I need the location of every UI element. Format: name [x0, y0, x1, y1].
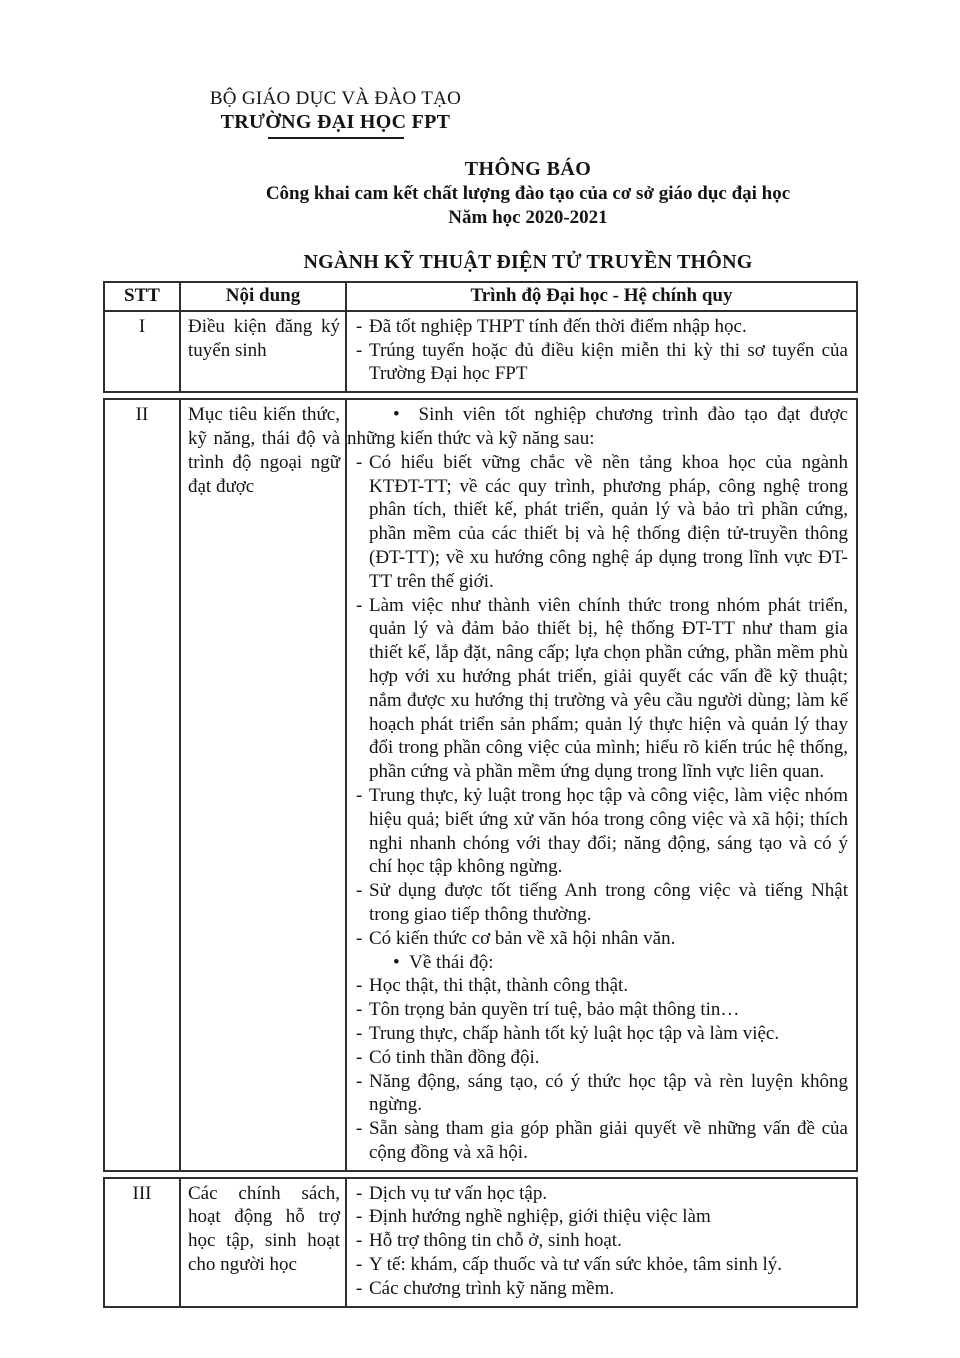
header-cell-noidung: Nội dung — [179, 283, 345, 310]
table-header-row — [103, 281, 858, 312]
major-title: NGÀNH KỸ THUẬT ĐIỆN TỬ TRUYỀN THÔNG — [303, 251, 753, 273]
row-topic: Mục tiêu kiến thức, kỹ năng, thái độ và trình độ ngoại ngữ đạt được — [179, 400, 345, 1170]
university-underline — [268, 137, 404, 139]
list-item: - Hỗ trợ thông tin chỗ ở, sinh hoạt. — [347, 1229, 848, 1253]
header-cell-trinhdo: Trình độ Đại học - Hệ chính quy — [345, 283, 856, 310]
list-item: • Sinh viên tốt nghiệp chương trình đào tạo đạt được những kiến thức và kỹ năng sau: — [347, 403, 848, 451]
list-item: - Định hướng nghề nghiệp, giới thiệu việc làm — [347, 1205, 848, 1229]
row-details — [345, 400, 856, 1170]
row-number: I — [138, 315, 146, 337]
list-item: - Trung thực, kỷ luật trong học tập và công việc, làm việc nhóm hiệu quả; biết ứng xử văn hóa trong công việc và xã hội; thích nghi nhanh chóng với thay đổi; năng động, sáng tạo và có ý chí học tập không ngừng. — [347, 784, 848, 879]
list-item: • Về thái độ: — [347, 951, 848, 975]
list-item: - Học thật, thi thật, thành công thật. — [347, 974, 848, 998]
row-details — [345, 1179, 856, 1306]
list-item: - Có tinh thần đồng đội. — [347, 1046, 848, 1070]
list-item: - Có hiểu biết vững chắc về nền tảng khoa học của ngành KTĐT-TT; về các quy trình, phương pháp, công nghệ trong phân tích, thiết kế, phát triển, quản lý và bảo trì phần cứng, phần mềm của các thiết bị và hệ thống điện tử-truyền thông (ĐT-TT); về xu hướng công nghệ áp dụng trong lĩnh vực ĐT-TT trên thế giới. — [347, 451, 848, 594]
list-item: - Y tế: khám, cấp thuốc và tư vấn sức khỏe, tâm sinh lý. — [347, 1253, 848, 1277]
table-row — [103, 398, 858, 1172]
list-item: - Đã tốt nghiệp THPT tính đến thời điểm nhập học. — [347, 315, 848, 339]
list-item: - Tôn trọng bản quyền trí tuệ, bảo mật thông tin… — [347, 998, 848, 1022]
row-number: II — [135, 404, 149, 426]
list-item: - Sử dụng được tốt tiếng Anh trong công việc và tiếng Nhật trong giao tiếp thông thường. — [347, 879, 848, 927]
list-item: - Trúng tuyển hoặc đủ điều kiện miễn thi kỳ thi sơ tuyển của Trường Đại học FPT — [347, 339, 848, 387]
row-topic: Các chính sách, hoạt động hỗ trợ học tập, sinh hoạt cho người học — [179, 1179, 345, 1306]
title-block — [103, 156, 953, 230]
table-row — [103, 310, 858, 393]
university-name: TRƯỜNG ĐẠI HỌC FPT — [220, 111, 451, 133]
list-item: - Các chương trình kỹ năng mềm. — [347, 1277, 848, 1301]
notice-subtitle: Công khai cam kết chất lượng đào tạo của cơ sở giáo dục đại học — [265, 183, 791, 204]
list-item: - Năng động, sáng tạo, có ý thức học tập và rèn luyện không ngừng. — [347, 1070, 848, 1118]
org-block — [103, 87, 568, 139]
row-details — [345, 312, 856, 391]
list-item: - Sẵn sàng tham gia góp phần giải quyết về những vấn đề của cộng đồng và xã hội. — [347, 1117, 848, 1165]
header-cell-stt: STT — [124, 285, 160, 306]
list-item: - Dịch vụ tư vấn học tập. — [347, 1182, 848, 1206]
list-item: - Có kiến thức cơ bản về xã hội nhân văn. — [347, 927, 848, 951]
school-year: Năm học 2020-2021 — [448, 207, 608, 228]
table-row — [103, 1177, 858, 1308]
list-item: - Trung thực, chấp hành tốt kỷ luật học tập và làm việc. — [347, 1022, 848, 1046]
row-number: III — [132, 1182, 152, 1204]
list-item: - Làm việc như thành viên chính thức trong nhóm phát triển, quản lý và đảm bảo thiết bị, hệ thống ĐT-TT như tham gia thiết kế, lắp đặt, nâng cấp; lựa chọn phần cứng, phần mềm phù hợp với xu hướng phát triển, giải quyết các vấn đề kỹ thuật; nắm được xu hướng thị trường và yêu cầu người dùng; làm kế hoạch phát triển sản phẩm; quản lý thực hiện và quản lý thay đổi trong phần công việc của mình; hiểu rõ kiến trúc hệ thống, phần cứng và phần mềm ứng dụng trong lĩnh vực liên quan. — [347, 594, 848, 784]
notice-title: THÔNG BÁO — [464, 158, 592, 180]
commitment-table — [103, 281, 858, 1308]
row-topic: Điều kiện đăng ký tuyển sinh — [179, 312, 345, 391]
ministry-name: BỘ GIÁO DỤC VÀ ĐÀO TẠO — [209, 88, 462, 109]
